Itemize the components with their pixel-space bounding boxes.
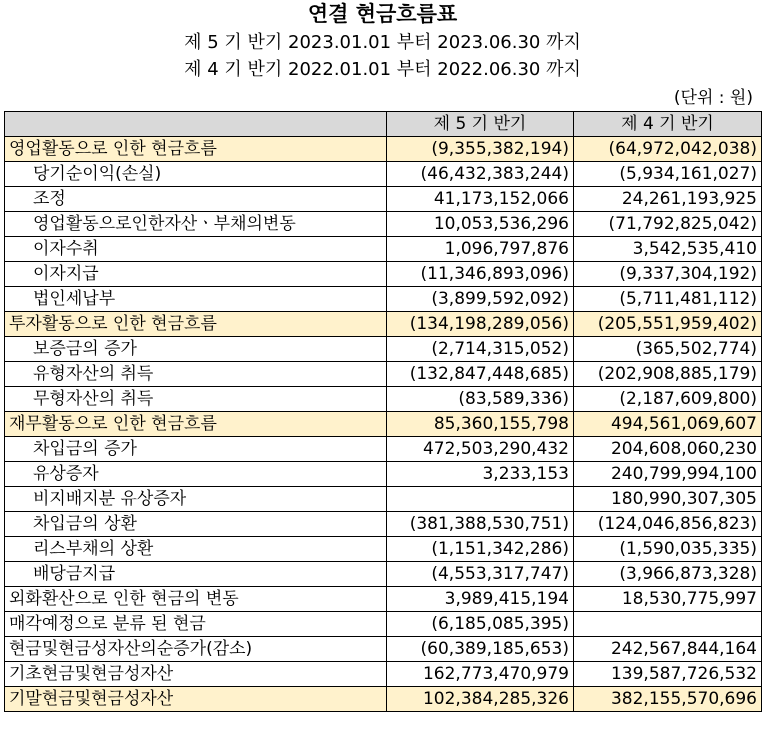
value-period-5: 472,503,290,432 xyxy=(387,437,574,462)
table-row xyxy=(5,237,762,262)
value-period-5: (46,432,383,244) xyxy=(387,162,574,187)
value-period-4: 18,530,775,997 xyxy=(574,587,762,612)
row-label: 투자활동으로 인한 현금흐름 xyxy=(5,312,387,337)
value-period-4: (365,502,774) xyxy=(574,337,762,362)
table-row xyxy=(5,637,762,662)
table-row xyxy=(5,162,762,187)
row-label: 외화환산으로 인한 현금의 변동 xyxy=(5,587,387,612)
table-row xyxy=(5,612,762,637)
value-period-4: (5,934,161,027) xyxy=(574,162,762,187)
table-row xyxy=(5,412,762,437)
period-current: 제 5 기 반기 2023.01.01 부터 2023.06.30 까지 xyxy=(184,32,581,53)
value-period-5: (60,389,185,653) xyxy=(387,637,574,662)
value-period-5: 10,053,536,296 xyxy=(387,212,574,237)
row-label: 조정 xyxy=(5,187,387,212)
value-period-4: (205,551,959,402) xyxy=(574,312,762,337)
value-period-4: (124,046,856,823) xyxy=(574,512,762,537)
table-row xyxy=(5,387,762,412)
row-label: 보증금의 증가 xyxy=(5,337,387,362)
table-row xyxy=(5,337,762,362)
value-period-5: 1,096,797,876 xyxy=(387,237,574,262)
table-row xyxy=(5,512,762,537)
table-row xyxy=(5,487,762,512)
row-label: 비지배지분 유상증자 xyxy=(5,487,387,512)
value-period-4: 240,799,994,100 xyxy=(574,462,762,487)
header-item xyxy=(5,112,387,137)
value-period-5: (9,355,382,194) xyxy=(387,137,574,162)
value-period-4: (2,187,609,800) xyxy=(574,387,762,412)
row-label: 영업활동으로 인한 현금흐름 xyxy=(5,137,387,162)
value-period-5: (83,589,336) xyxy=(387,387,574,412)
row-label: 재무활동으로 인한 현금흐름 xyxy=(5,412,387,437)
table-row xyxy=(5,562,762,587)
row-label: 영업활동으로인한자산ㆍ부채의변동 xyxy=(5,212,387,237)
value-period-4: 139,587,726,532 xyxy=(574,662,762,687)
table-row xyxy=(5,462,762,487)
value-period-5: (6,185,085,395) xyxy=(387,612,574,637)
period-prior: 제 4 기 반기 2022.01.01 부터 2022.06.30 까지 xyxy=(184,59,581,80)
row-label: 이자수취 xyxy=(5,237,387,262)
table-row xyxy=(5,662,762,687)
value-period-5: (134,198,289,056) xyxy=(387,312,574,337)
value-period-4: (71,792,825,042) xyxy=(574,212,762,237)
row-label: 배당금지급 xyxy=(5,562,387,587)
value-period-4: (3,966,873,328) xyxy=(574,562,762,587)
value-period-4: 494,561,069,607 xyxy=(574,412,762,437)
header-period-5: 제 5 기 반기 xyxy=(387,112,574,137)
table-header-row xyxy=(5,112,762,137)
statement-title: 연결 현금흐름표 xyxy=(307,1,458,26)
value-period-5: 162,773,470,979 xyxy=(387,662,574,687)
value-period-5 xyxy=(387,487,574,512)
value-period-5: 3,233,153 xyxy=(387,462,574,487)
table-row xyxy=(5,187,762,212)
value-period-4: 204,608,060,230 xyxy=(574,437,762,462)
value-period-4: (1,590,035,335) xyxy=(574,537,762,562)
row-label: 기말현금및현금성자산 xyxy=(5,687,387,712)
value-period-4: (202,908,885,179) xyxy=(574,362,762,387)
cash-flow-table xyxy=(4,111,762,712)
row-label: 차입금의 증가 xyxy=(5,437,387,462)
value-period-5: 41,173,152,066 xyxy=(387,187,574,212)
table-row xyxy=(5,687,762,712)
value-period-4: 242,567,844,164 xyxy=(574,637,762,662)
row-label: 법인세납부 xyxy=(5,287,387,312)
value-period-4: (64,972,042,038) xyxy=(574,137,762,162)
row-label: 무형자산의 취득 xyxy=(5,387,387,412)
value-period-5: (1,151,342,286) xyxy=(387,537,574,562)
table-row xyxy=(5,362,762,387)
row-label: 이자지급 xyxy=(5,262,387,287)
value-period-5: 3,989,415,194 xyxy=(387,587,574,612)
row-label: 유형자산의 취득 xyxy=(5,362,387,387)
value-period-5: (132,847,448,685) xyxy=(387,362,574,387)
table-row xyxy=(5,287,762,312)
header-period-4: 제 4 기 반기 xyxy=(574,112,762,137)
table-row xyxy=(5,137,762,162)
value-period-5: (2,714,315,052) xyxy=(387,337,574,362)
unit-label: (단위 : 원) xyxy=(673,88,753,108)
value-period-4: 382,155,570,696 xyxy=(574,687,762,712)
row-label: 매각예정으로 분류 된 현금 xyxy=(5,612,387,637)
value-period-4: 180,990,307,305 xyxy=(574,487,762,512)
value-period-5: (11,346,893,096) xyxy=(387,262,574,287)
row-label: 유상증자 xyxy=(5,462,387,487)
row-label: 리스부채의 상환 xyxy=(5,537,387,562)
value-period-5: 102,384,285,326 xyxy=(387,687,574,712)
value-period-5: 85,360,155,798 xyxy=(387,412,574,437)
value-period-4: (9,337,304,192) xyxy=(574,262,762,287)
table-row xyxy=(5,537,762,562)
value-period-4: 24,261,193,925 xyxy=(574,187,762,212)
value-period-4 xyxy=(574,612,762,637)
table-row xyxy=(5,312,762,337)
table-row xyxy=(5,262,762,287)
value-period-5: (381,388,530,751) xyxy=(387,512,574,537)
table-row xyxy=(5,587,762,612)
row-label: 당기순이익(손실) xyxy=(5,162,387,187)
row-label: 차입금의 상환 xyxy=(5,512,387,537)
value-period-4: (5,711,481,112) xyxy=(574,287,762,312)
row-label: 기초현금및현금성자산 xyxy=(5,662,387,687)
value-period-5: (3,899,592,092) xyxy=(387,287,574,312)
value-period-4: 3,542,535,410 xyxy=(574,237,762,262)
table-row xyxy=(5,437,762,462)
row-label: 현금및현금성자산의순증가(감소) xyxy=(5,637,387,662)
value-period-5: (4,553,317,747) xyxy=(387,562,574,587)
table-row xyxy=(5,212,762,237)
